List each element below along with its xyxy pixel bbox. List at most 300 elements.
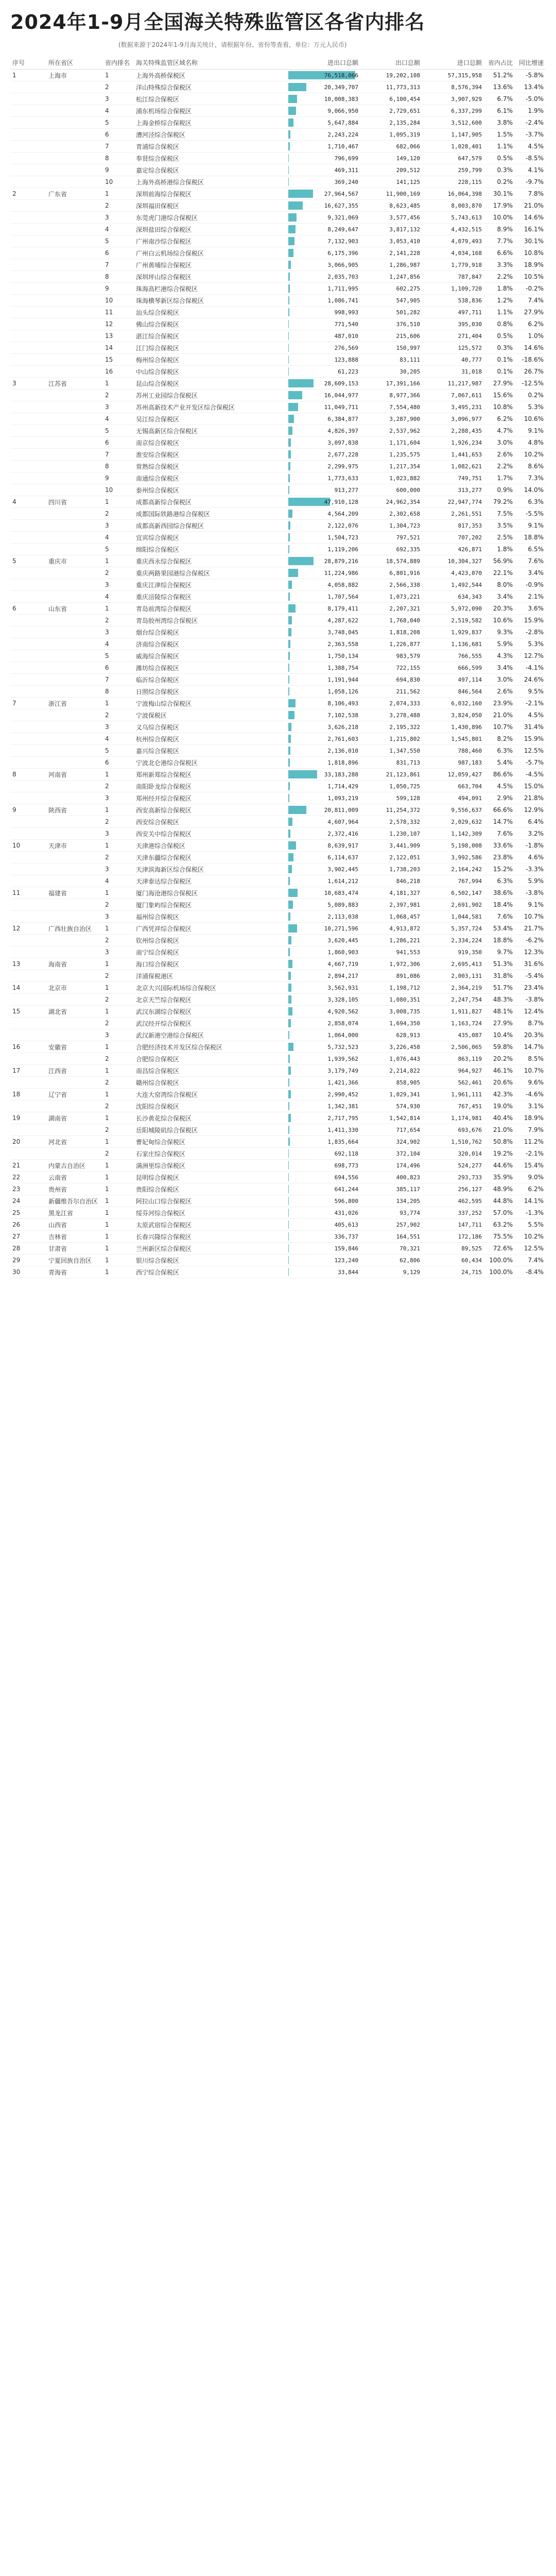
cell-total <box>288 745 360 757</box>
cell-rank: 8 <box>10 769 46 781</box>
cell-growth: 4.5% <box>515 709 546 721</box>
cell-share: 56.9% <box>484 555 515 567</box>
cell-rank <box>10 994 46 1006</box>
cell-rank <box>10 828 46 840</box>
cell-inprov-rank: 2 <box>103 816 134 828</box>
cell-zone-name: 南京综合保税区 <box>134 437 288 449</box>
cell-share: 1.1% <box>484 141 515 152</box>
cell-rank <box>10 721 46 733</box>
cell-inprov-rank: 8 <box>103 686 134 698</box>
cell-zone-name: 天津东疆综合保税区 <box>134 852 288 863</box>
total-value: 47,910,128 <box>324 498 358 505</box>
cell-growth: 9.6% <box>515 1077 546 1089</box>
cell-import: 12,059,427 <box>422 769 484 781</box>
cell-import: 40,777 <box>422 354 484 366</box>
cell-zone-name: 浦东机场综合保税区 <box>134 105 288 117</box>
cell-growth: 3.4% <box>515 567 546 579</box>
cell-import: 1,109,720 <box>422 283 484 295</box>
cell-province <box>46 792 103 804</box>
total-bar <box>288 450 291 459</box>
cell-rank: 4 <box>10 496 46 508</box>
cell-inprov-rank: 1 <box>103 1112 134 1124</box>
cell-export: 692,335 <box>360 544 422 555</box>
cell-rank <box>10 247 46 259</box>
cell-export: 7,554,480 <box>360 401 422 413</box>
total-bar <box>288 936 291 944</box>
cell-growth: 10.2% <box>515 449 546 461</box>
cell-growth: 4.1% <box>515 164 546 176</box>
cell-import: 6,032,160 <box>422 698 484 709</box>
table-row <box>10 1006 546 1018</box>
cell-growth: 14.6% <box>515 342 546 354</box>
total-bar <box>288 1209 289 1217</box>
cell-total <box>288 354 360 366</box>
cell-province: 广东省 <box>46 188 103 200</box>
cell-growth: -12.5% <box>515 378 546 389</box>
cell-export: 2,074,333 <box>360 698 422 709</box>
cell-rank: 26 <box>10 1219 46 1231</box>
cell-growth: 11.2% <box>515 1136 546 1148</box>
table-row <box>10 1219 546 1231</box>
total-bar <box>288 118 293 127</box>
cell-inprov-rank: 7 <box>103 259 134 271</box>
cell-share: 20.3% <box>484 603 515 615</box>
cell-zone-name: 赣州综合保税区 <box>134 1077 288 1089</box>
table-row <box>10 733 546 745</box>
cell-export: 1,542,814 <box>360 1112 422 1124</box>
cell-export: 682,066 <box>360 141 422 152</box>
table-row <box>10 923 546 935</box>
total-value: 8,106,493 <box>327 700 358 707</box>
table-row <box>10 472 546 484</box>
cell-zone-name: 合肥经济技术开发区综合保税区 <box>134 1041 288 1053</box>
cell-rank <box>10 81 46 93</box>
cell-inprov-rank: 2 <box>103 1077 134 1089</box>
cell-zone-name: 广西凭祥综合保税区 <box>134 923 288 935</box>
cell-export: 1,230,107 <box>360 828 422 840</box>
cell-share: 6.6% <box>484 247 515 259</box>
total-bar <box>288 806 306 814</box>
total-bar <box>288 308 289 316</box>
total-value: 5,089,883 <box>327 901 358 908</box>
total-value: 1,086,741 <box>327 297 358 304</box>
cell-export: 891,086 <box>360 970 422 982</box>
cell-zone-name: 重庆两路果园港综合保税区 <box>134 567 288 579</box>
cell-inprov-rank: 1 <box>103 1006 134 1018</box>
cell-province <box>46 994 103 1006</box>
cell-import: 5,198,008 <box>422 840 484 852</box>
cell-inprov-rank: 2 <box>103 1053 134 1065</box>
cell-zone-name: 天津港综合保税区 <box>134 840 288 852</box>
cell-import: 2,261,551 <box>422 508 484 520</box>
table-row <box>10 1053 546 1065</box>
cell-inprov-rank: 7 <box>103 141 134 152</box>
table-row <box>10 461 546 472</box>
cell-total <box>288 532 360 544</box>
cell-inprov-rank: 1 <box>103 982 134 994</box>
cell-inprov-rank: 1 <box>103 1266 134 1278</box>
cell-inprov-rank: 1 <box>103 923 134 935</box>
total-value: 2,035,703 <box>327 273 358 280</box>
cell-share: 6.3% <box>484 745 515 757</box>
table-row <box>10 1124 546 1136</box>
cell-total <box>288 484 360 496</box>
cell-import: 313,277 <box>422 484 484 496</box>
cell-share: 5.4% <box>484 757 515 769</box>
cell-share: 2.2% <box>484 271 515 283</box>
cell-total <box>288 650 360 662</box>
cell-growth: 9.1% <box>515 520 546 532</box>
cell-inprov-rank: 1 <box>103 804 134 816</box>
cell-export: 1,768,040 <box>360 615 422 626</box>
cell-growth: 7.8% <box>515 188 546 200</box>
cell-rank <box>10 875 46 887</box>
cell-share: 8.9% <box>484 224 515 235</box>
cell-inprov-rank: 3 <box>103 792 134 804</box>
total-bar <box>288 1161 289 1170</box>
cell-import: 1,911,827 <box>422 1006 484 1018</box>
cell-total <box>288 638 360 650</box>
cell-share: 0.5% <box>484 330 515 342</box>
cell-inprov-rank: 8 <box>103 461 134 472</box>
cell-share: 19.2% <box>484 1148 515 1160</box>
table-row <box>10 1077 546 1089</box>
cell-zone-name: 威海综合保税区 <box>134 650 288 662</box>
cell-province <box>46 176 103 188</box>
total-bar <box>288 1019 291 1027</box>
cell-total <box>288 1041 360 1053</box>
cell-export: 9,129 <box>360 1266 422 1278</box>
cell-total <box>288 626 360 638</box>
cell-province <box>46 1018 103 1029</box>
cell-export: 6,100,454 <box>360 93 422 105</box>
cell-growth: -5.7% <box>515 757 546 769</box>
total-bar <box>288 723 291 731</box>
cell-import: 2,003,131 <box>422 970 484 982</box>
table-row <box>10 1255 546 1266</box>
cell-share: 15.2% <box>484 863 515 875</box>
cell-inprov-rank: 1 <box>103 496 134 508</box>
cell-total <box>288 567 360 579</box>
cell-zone-name: 海口综合保税区 <box>134 958 288 970</box>
total-bar <box>288 912 290 921</box>
cell-rank: 22 <box>10 1172 46 1183</box>
cell-export: 324,902 <box>360 1136 422 1148</box>
cell-export: 1,694,350 <box>360 1018 422 1029</box>
cell-inprov-rank: 9 <box>103 283 134 295</box>
cell-export: 149,120 <box>360 152 422 164</box>
cell-import: 5,357,724 <box>422 923 484 935</box>
cell-export: 70,321 <box>360 1243 422 1255</box>
cell-growth: 15.9% <box>515 733 546 745</box>
cell-export: 150,997 <box>360 342 422 354</box>
cell-province: 四川省 <box>46 496 103 508</box>
table-row <box>10 1243 546 1255</box>
total-value: 1,835,664 <box>327 1138 358 1145</box>
cell-zone-name: 厦门海沧港综合保税区 <box>134 887 288 899</box>
total-value: 8,179,411 <box>327 605 358 612</box>
cell-zone-name: 西安关中综合保税区 <box>134 828 288 840</box>
cell-total <box>288 342 360 354</box>
cell-growth: -3.3% <box>515 863 546 875</box>
cell-total <box>288 1136 360 1148</box>
cell-province <box>46 152 103 164</box>
cell-import: 7,067,611 <box>422 389 484 401</box>
cell-share: 2.6% <box>484 449 515 461</box>
total-value: 3,902,445 <box>327 866 358 873</box>
cell-export: 1,050,725 <box>360 781 422 792</box>
cell-rank: 6 <box>10 603 46 615</box>
cell-share: 40.4% <box>484 1112 515 1124</box>
cell-zone-name: 奉贤综合保税区 <box>134 152 288 164</box>
cell-total <box>288 757 360 769</box>
cell-province: 黑龙江省 <box>46 1207 103 1219</box>
total-bar <box>288 533 290 541</box>
cell-growth: 10.2% <box>515 1231 546 1243</box>
cell-rank: 3 <box>10 378 46 389</box>
table-row <box>10 1148 546 1160</box>
total-bar <box>288 225 296 233</box>
cell-growth: 21.8% <box>515 792 546 804</box>
cell-zone-name: 阿拉山口综合保税区 <box>134 1195 288 1207</box>
cell-share: 38.6% <box>484 887 515 899</box>
cell-total <box>288 1160 360 1172</box>
cell-inprov-rank: 1 <box>103 887 134 899</box>
cell-zone-name: 佛山综合保税区 <box>134 318 288 330</box>
cell-share: 10.6% <box>484 615 515 626</box>
cell-total <box>288 259 360 271</box>
total-value: 1,711,995 <box>327 285 358 292</box>
cell-export: 11,254,372 <box>360 804 422 816</box>
cell-export: 599,128 <box>360 792 422 804</box>
total-value: 469,311 <box>334 166 358 174</box>
cell-growth: 26.7% <box>515 366 546 378</box>
cell-zone-name: 太原武宿综合保税区 <box>134 1219 288 1231</box>
cell-growth: -4.5% <box>515 769 546 781</box>
table-row <box>10 413 546 425</box>
cell-zone-name: 东莞虎门港综合保税区 <box>134 212 288 224</box>
cell-rank <box>10 567 46 579</box>
cell-import: 1,441,653 <box>422 449 484 461</box>
cell-inprov-rank: 9 <box>103 472 134 484</box>
cell-total <box>288 603 360 615</box>
table-row <box>10 520 546 532</box>
cell-export: 602,275 <box>360 283 422 295</box>
cell-export: 3,226,458 <box>360 1041 422 1053</box>
cell-province: 湖南省 <box>46 1112 103 1124</box>
cell-total <box>288 1077 360 1089</box>
cell-import: 749,751 <box>422 472 484 484</box>
cell-total <box>288 1089 360 1100</box>
cell-province <box>46 745 103 757</box>
cell-province <box>46 141 103 152</box>
total-value: 9,066,950 <box>327 107 358 114</box>
ranking-table <box>10 56 546 1278</box>
cell-export: 797,521 <box>360 532 422 544</box>
cell-rank: 18 <box>10 1089 46 1100</box>
cell-province: 河北省 <box>46 1136 103 1148</box>
cell-import: 2,164,242 <box>422 863 484 875</box>
cell-inprov-rank: 2 <box>103 1124 134 1136</box>
cell-inprov-rank: 2 <box>103 567 134 579</box>
cell-inprov-rank: 1 <box>103 70 134 81</box>
cell-export: 164,551 <box>360 1231 422 1243</box>
total-value: 3,179,749 <box>327 1067 358 1074</box>
cell-import: 919,350 <box>422 946 484 958</box>
cell-import: 8,576,394 <box>422 81 484 93</box>
table-row <box>10 425 546 437</box>
cell-growth: -2.4% <box>515 117 546 129</box>
cell-province: 贵州省 <box>46 1183 103 1195</box>
cell-growth: 14.7% <box>515 1041 546 1053</box>
total-value: 10,683,474 <box>324 889 358 896</box>
cell-province <box>46 935 103 946</box>
cell-growth: 5.3% <box>515 638 546 650</box>
cell-share: 4.3% <box>484 650 515 662</box>
cell-total <box>288 792 360 804</box>
total-value: 11,224,986 <box>324 569 358 577</box>
cell-import: 2,506,065 <box>422 1041 484 1053</box>
cell-export: 1,304,723 <box>360 520 422 532</box>
total-value: 20,349,707 <box>324 83 358 91</box>
total-bar <box>288 427 292 435</box>
table-row <box>10 307 546 318</box>
total-value: 2,113,038 <box>327 913 358 920</box>
total-value: 1,818,896 <box>327 759 358 766</box>
cell-export: 600,000 <box>360 484 422 496</box>
cell-rank <box>10 1077 46 1089</box>
cell-total <box>288 200 360 212</box>
cell-inprov-rank: 3 <box>103 520 134 532</box>
cell-growth: 14.0% <box>515 484 546 496</box>
cell-total <box>288 662 360 674</box>
cell-export: 628,913 <box>360 1029 422 1041</box>
cell-total <box>288 852 360 863</box>
cell-province <box>46 899 103 911</box>
cell-share: 44.6% <box>484 1160 515 1172</box>
cell-share: 20.2% <box>484 1053 515 1065</box>
cell-province <box>46 686 103 698</box>
cell-export: 694,830 <box>360 674 422 686</box>
cell-import: 494,091 <box>422 792 484 804</box>
cell-import: 31,018 <box>422 366 484 378</box>
cell-rank <box>10 1018 46 1029</box>
total-value: 336,737 <box>334 1233 358 1240</box>
cell-export: 1,171,604 <box>360 437 422 449</box>
table-row <box>10 176 546 188</box>
cell-zone-name: 宁波保税区 <box>134 709 288 721</box>
cell-inprov-rank: 2 <box>103 200 134 212</box>
cell-export: 1,068,457 <box>360 911 422 923</box>
cell-inprov-rank: 6 <box>103 129 134 141</box>
cell-zone-name: 梅州综合保税区 <box>134 354 288 366</box>
cell-zone-name: 大连大窑湾综合保税区 <box>134 1089 288 1100</box>
cell-total <box>288 958 360 970</box>
table-row <box>10 603 546 615</box>
cell-province <box>46 579 103 591</box>
cell-inprov-rank: 2 <box>103 615 134 626</box>
cell-import: 172,186 <box>422 1231 484 1243</box>
cell-total <box>288 378 360 389</box>
table-row <box>10 1041 546 1053</box>
cell-share: 6.7% <box>484 93 515 105</box>
cell-import: 24,715 <box>422 1266 484 1278</box>
total-bar <box>288 1055 290 1063</box>
cell-share: 3.3% <box>484 259 515 271</box>
total-bar <box>288 296 289 304</box>
cell-zone-name: 吴江综合保税区 <box>134 413 288 425</box>
cell-export: 1,215,802 <box>360 733 422 745</box>
cell-import: 9,556,637 <box>422 804 484 816</box>
cell-zone-name: 上海外高桥港综合保税区 <box>134 176 288 188</box>
cell-zone-name: 贵阳综合保税区 <box>134 1183 288 1195</box>
cell-export: 2,135,284 <box>360 117 422 129</box>
cell-export: 3,278,488 <box>360 709 422 721</box>
cell-inprov-rank: 4 <box>103 532 134 544</box>
total-bar <box>288 391 302 399</box>
cell-rank: 16 <box>10 1041 46 1053</box>
cell-import: 1,510,762 <box>422 1136 484 1148</box>
cell-total <box>288 1255 360 1266</box>
table-row <box>10 330 546 342</box>
cell-total <box>288 1006 360 1018</box>
total-bar <box>288 1090 291 1098</box>
total-bar <box>288 190 313 198</box>
cell-total <box>288 994 360 1006</box>
cell-growth: -5.8% <box>515 70 546 81</box>
total-value: 1,750,134 <box>327 652 358 659</box>
cell-share: 72.6% <box>484 1243 515 1255</box>
cell-rank <box>10 472 46 484</box>
cell-export: 1,286,987 <box>360 259 422 271</box>
cell-growth: 20.3% <box>515 1029 546 1041</box>
cell-province <box>46 1053 103 1065</box>
cell-province <box>46 449 103 461</box>
total-value: 8,639,917 <box>327 842 358 849</box>
cell-total <box>288 674 360 686</box>
table-row <box>10 1183 546 1195</box>
total-value: 1,411,330 <box>327 1126 358 1133</box>
table-row <box>10 105 546 117</box>
header-inprov-rank: 省内排名 <box>103 56 134 70</box>
total-bar <box>288 1149 289 1158</box>
table-row <box>10 579 546 591</box>
cell-province <box>46 93 103 105</box>
cell-province <box>46 781 103 792</box>
cell-growth: -3.8% <box>515 994 546 1006</box>
cell-import: 538,836 <box>422 295 484 307</box>
total-value: 2,990,452 <box>327 1091 358 1098</box>
cell-export: 385,117 <box>360 1183 422 1195</box>
cell-growth: 31.4% <box>515 721 546 733</box>
total-bar <box>288 154 289 162</box>
cell-province <box>46 626 103 638</box>
table-row <box>10 709 546 721</box>
cell-import: 426,871 <box>422 544 484 555</box>
cell-export: 501,282 <box>360 307 422 318</box>
total-bar <box>288 995 291 1004</box>
cell-share: 3.8% <box>484 117 515 129</box>
cell-province <box>46 354 103 366</box>
cell-rank <box>10 638 46 650</box>
cell-growth: 1.0% <box>515 330 546 342</box>
cell-import: 256,127 <box>422 1183 484 1195</box>
cell-growth: 23.4% <box>515 982 546 994</box>
cell-share: 0.1% <box>484 366 515 378</box>
table-row <box>10 792 546 804</box>
total-value: 1,421,366 <box>327 1079 358 1086</box>
cell-zone-name: 临沂综合保税区 <box>134 674 288 686</box>
